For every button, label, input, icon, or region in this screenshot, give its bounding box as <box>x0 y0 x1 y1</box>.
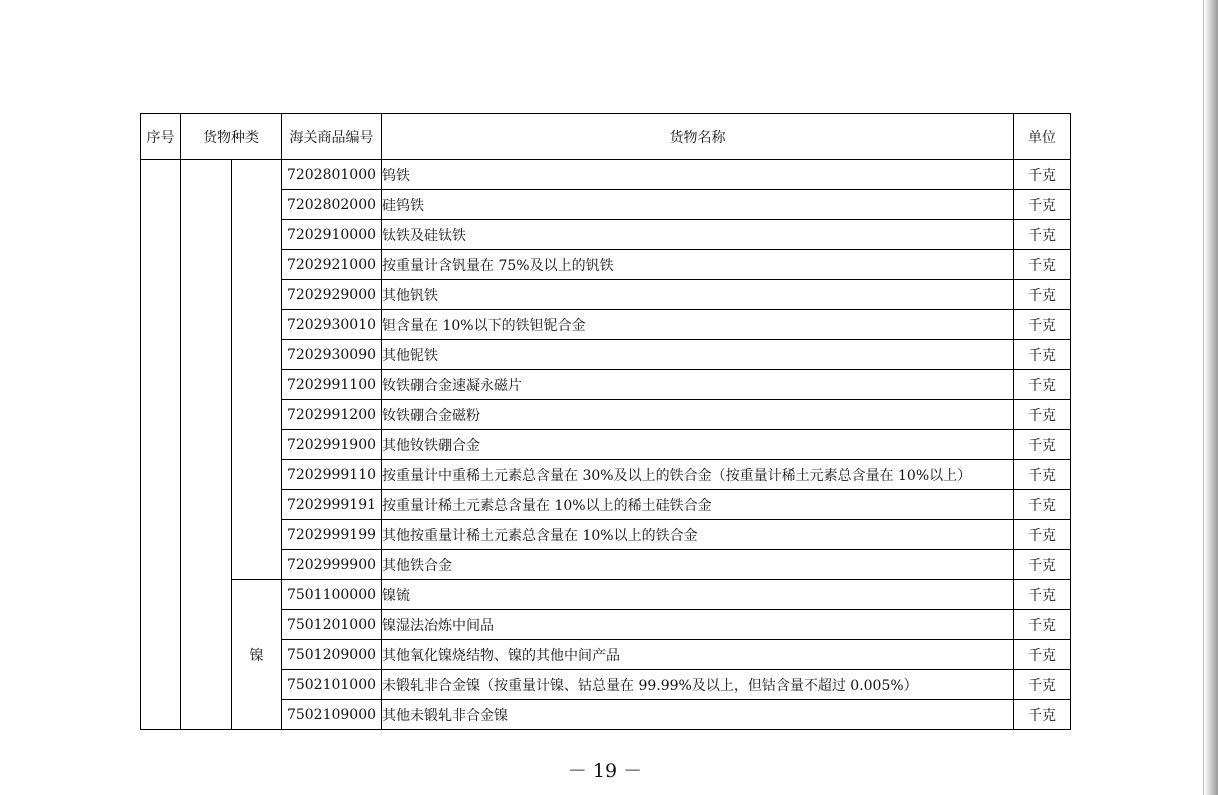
header-name: 货物名称 <box>382 114 1014 160</box>
unit-cell: 千克 <box>1014 160 1071 190</box>
unit-cell: 千克 <box>1014 220 1071 250</box>
unit-cell: 千克 <box>1014 460 1071 490</box>
index-cell <box>141 160 181 730</box>
header-index: 序号 <box>141 114 181 160</box>
code-cell: 7202999110 <box>282 460 382 490</box>
name-cell: 钨铁 <box>382 160 1014 190</box>
name-cell: 其他钕铁硼合金 <box>382 430 1014 460</box>
code-cell: 7202921000 <box>282 250 382 280</box>
code-cell: 7501100000 <box>282 580 382 610</box>
name-cell: 按重量计含钒量在 75%及以上的钒铁 <box>382 250 1014 280</box>
subcategory-cell <box>232 160 282 580</box>
category-cell <box>181 160 232 730</box>
header-code: 海关商品编号 <box>282 114 382 160</box>
code-cell: 7502101000 <box>282 670 382 700</box>
table-header-row <box>141 114 1071 160</box>
unit-cell: 千克 <box>1014 310 1071 340</box>
page-number: － 19 － <box>567 760 643 782</box>
unit-cell: 千克 <box>1014 400 1071 430</box>
name-cell: 钛铁及硅钛铁 <box>382 220 1014 250</box>
code-cell: 7202930090 <box>282 340 382 370</box>
page-edge-shadow <box>1204 0 1218 795</box>
name-cell: 钕铁硼合金速凝永磁片 <box>382 370 1014 400</box>
unit-cell: 千克 <box>1014 250 1071 280</box>
name-cell: 其他未锻轧非合金镍 <box>382 700 1014 730</box>
code-cell: 7202801000 <box>282 160 382 190</box>
code-cell: 7202929000 <box>282 280 382 310</box>
unit-cell: 千克 <box>1014 550 1071 580</box>
unit-cell: 千克 <box>1014 580 1071 610</box>
name-cell: 镍湿法冶炼中间品 <box>382 610 1014 640</box>
table-row <box>141 160 1071 190</box>
code-cell: 7202930010 <box>282 310 382 340</box>
unit-cell: 千克 <box>1014 280 1071 310</box>
table-row <box>141 580 1071 610</box>
header-category: 货物种类 <box>181 114 282 160</box>
code-cell: 7502109000 <box>282 700 382 730</box>
code-cell: 7202999191 <box>282 490 382 520</box>
code-cell: 7501201000 <box>282 610 382 640</box>
unit-cell: 千克 <box>1014 610 1071 640</box>
unit-cell: 千克 <box>1014 520 1071 550</box>
name-cell: 其他铌铁 <box>382 340 1014 370</box>
name-cell: 其他按重量计稀土元素总含量在 10%以上的铁合金 <box>382 520 1014 550</box>
name-cell: 钕铁硼合金磁粉 <box>382 400 1014 430</box>
name-cell: 未锻轧非合金镍（按重量计镍、钴总量在 99.99%及以上，但钴含量不超过 0.005%） <box>382 670 1014 700</box>
table-body <box>141 160 1071 730</box>
name-cell: 硅钨铁 <box>382 190 1014 220</box>
name-cell: 其他铁合金 <box>382 550 1014 580</box>
name-cell: 按重量计稀土元素总含量在 10%以上的稀土硅铁合金 <box>382 490 1014 520</box>
code-cell: 7202802000 <box>282 190 382 220</box>
code-cell: 7501209000 <box>282 640 382 670</box>
code-cell: 7202999199 <box>282 520 382 550</box>
code-cell: 7202910000 <box>282 220 382 250</box>
code-cell: 7202991200 <box>282 400 382 430</box>
name-cell: 镍锍 <box>382 580 1014 610</box>
unit-cell: 千克 <box>1014 430 1071 460</box>
goods-table <box>140 113 1071 730</box>
name-cell: 其他钒铁 <box>382 280 1014 310</box>
header-unit: 单位 <box>1014 114 1071 160</box>
name-cell: 其他氧化镍烧结物、镍的其他中间产品 <box>382 640 1014 670</box>
code-cell: 7202991900 <box>282 430 382 460</box>
unit-cell: 千克 <box>1014 640 1071 670</box>
subcategory-cell: 镍 <box>232 580 282 730</box>
unit-cell: 千克 <box>1014 370 1071 400</box>
unit-cell: 千克 <box>1014 670 1071 700</box>
name-cell: 钽含量在 10%以下的铁钽铌合金 <box>382 310 1014 340</box>
code-cell: 7202991100 <box>282 370 382 400</box>
unit-cell: 千克 <box>1014 190 1071 220</box>
code-cell: 7202999900 <box>282 550 382 580</box>
name-cell: 按重量计中重稀土元素总含量在 30%及以上的铁合金（按重量计稀土元素总含量在 10%以上） <box>382 460 1014 490</box>
unit-cell: 千克 <box>1014 340 1071 370</box>
unit-cell: 千克 <box>1014 700 1071 730</box>
unit-cell: 千克 <box>1014 490 1071 520</box>
